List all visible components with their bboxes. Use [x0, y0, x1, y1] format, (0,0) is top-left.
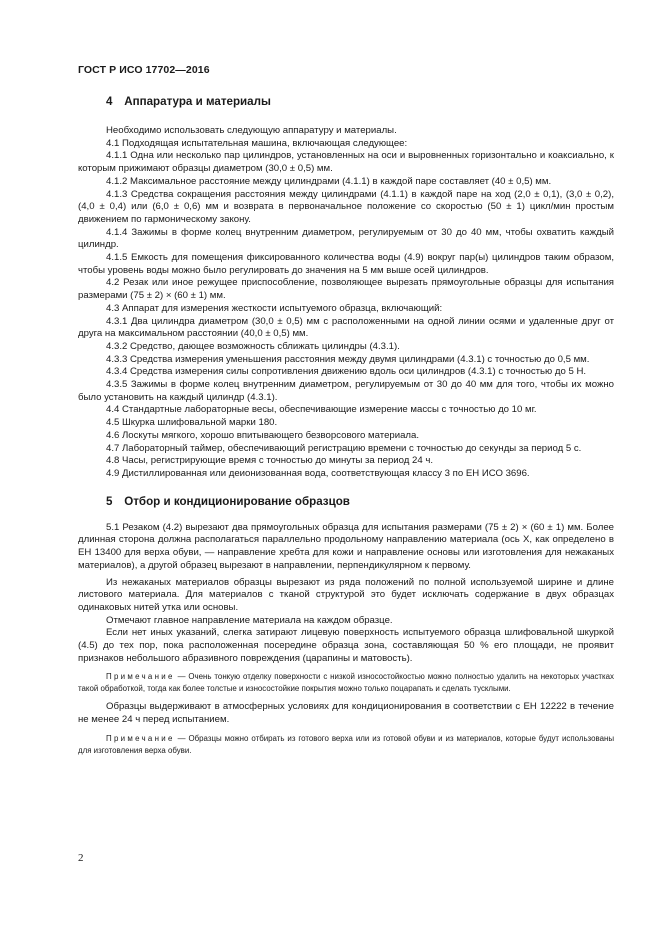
s4-item-4-3-3: 4.3.3 Средства измерения уменьшения расстояния между двумя цилиндрами (4.3.1) с точностью до 0,5 мм. [106, 353, 590, 365]
s4-item-4-2: 4.2 Резак или иное режущее приспособление, позволяющее вырезать прямоугольные образцы для испытания размерами (75 ± 2) × (60 ± 1) мм. [78, 277, 614, 302]
s4-item-4-1-1: 4.1.1 Одна или несколько пар цилиндров, установленных на оси и выровненных горизонтально и коаксиально, к которым прижимают образцы диаметром (30,0 ± 0,5) мм. [78, 150, 614, 175]
s5-paragraph-nonwoven: Из нежаканых материалов образцы вырезают из ряда положений по полной используемой ширине и длине листового материала. Для материалов с тканой структурой это будет исключать содержание в двух образцах одинаковых нитей утка или основы. [78, 576, 614, 613]
s4-item-4-5: 4.5 Шкурка шлифовальной марки 180. [106, 417, 278, 429]
s4-item-4-1: 4.1 Подходящая испытательная машина, включающая следующее: [106, 137, 408, 149]
s4-item-4-1-4: 4.1.4 Зажимы в форме колец внутренним диаметром, регулируемым от 30 до 40 мм, чтобы охватить каждый цилиндр. [78, 226, 614, 251]
s4-item-4-3: 4.3 Аппарат для измерения жесткости испытуемого образца, включающий: [106, 302, 443, 314]
s4-item-4-3-5: 4.3.5 Зажимы в форме колец внутренним диаметром, регулируемым от 30 до 40 мм для того, чтобы их можно было установить на каждый цилиндр (4.3.1). [78, 379, 614, 403]
page-content [78, 92, 614, 763]
note-1-text: — Очень тонкую отделку поверхности с низкой износостойкостью можно полностью удалить на некоторых участках такой обработкой, тогда как более толстые и износостойкие покрытия можно только поцарапать и сделать тусклыми. [78, 672, 614, 694]
note-2-text: — Образцы можно отбирать из готового верха или из готовой обуви и из материалов, которые будут использованы для изготовления верха обуви. [78, 733, 614, 755]
section-5-heading [78, 495, 614, 509]
s4-item-4-8: 4.8 Часы, регистрирующие время с точностью до минуты за период 24 ч. [106, 455, 434, 467]
note-2-label: Примечание [106, 733, 175, 743]
section-4-title: Аппаратура и материалы [124, 95, 271, 108]
s4-item-4-3-2: 4.3.2 Средство, дающее возможность сближать цилиндры (4.3.1). [106, 340, 400, 352]
s5-item-5-1: 5.1 Резаком (4.2) вырезают два прямоугольных образца для испытания размерами (75 ± 2) × (60 ± 1) мм. Более длинная сторона должна располагаться параллельно продольному направлению материала (ось X, как определено в ЕН 13400 для верха обуви, — направление хребта для кожи и направление основы или изготовления для нежаканых материалов), а другой образец вырезают в направлении, перпендикулярном к первому. [78, 521, 614, 571]
note-1 [78, 671, 614, 695]
s4-intro: Необходимо использовать следующую аппаратуру и материалы. [106, 125, 397, 136]
s4-item-4-1-5: 4.1.5 Емкость для помещения фиксированного количества воды (4.9) вокруг пар(ы) цилиндров таким образом, чтобы уровень воды можно было регулировать до значения на 5 мм выше осей цилиндров. [78, 252, 614, 276]
section-5-title: Отбор и кондиционирование образцов [124, 494, 350, 508]
note-2 [78, 733, 614, 757]
s4-item-4-9: 4.9 Дистиллированная или деионизованная вода, соответствующая классу 3 по ЕН ИСО 3696. [106, 467, 530, 479]
section-4-heading [78, 95, 614, 109]
page-number: 2 [78, 852, 84, 864]
note-1-label: Примечание [106, 672, 175, 682]
s4-item-4-1-3: 4.1.3 Средства сокращения расстояния между цилиндрами (4.1.1) в каждой паре на ход (2,0 ± 0,1), (3,0 ± 0,2), (4,0 ± 0,4) или (6,0 ± 0,6) мм и возврата в первоначальное положение со скоростью (50 ± 1) цикл/мин простым движением по гармоническому закону. [78, 188, 614, 225]
section-4-number: 4 [106, 95, 113, 108]
s4-item-4-4: 4.4 Стандартные лабораторные весы, обеспечивающие измерение массы с точностью до 10 мг. [106, 404, 537, 416]
s4-item-4-7: 4.7 Лабораторный таймер, обеспечивающий регистрацию времени с точностью до секунды за период 5 с. [106, 442, 582, 454]
s4-item-4-3-1: 4.3.1 Два цилиндра диаметром (30,0 ± 0,5) мм с расположенными на одной линии осями и удаленные друг от друга на максимальном расстоянии (40,0 ± 0,5) мм. [78, 315, 614, 340]
section-5-number: 5 [106, 494, 113, 508]
s5-paragraph-conditioning: Образцы выдерживают в атмосферных условиях для кондиционирования в соответствии с ЕН 12222 в течение не менее 24 ч перед испытанием. [78, 701, 614, 726]
s4-item-4-3-4: 4.3.4 Средства измерения силы сопротивления движению вдоль оси цилиндров (4.3.1) с точностью до 5 Н. [106, 366, 587, 378]
standard-header: ГОСТ Р ИСО 17702—2016 [78, 64, 210, 76]
s4-item-4-6: 4.6 Лоскуты мягкого, хорошо впитывающего безворсового материала. [106, 429, 420, 441]
s4-item-4-1-2: 4.1.2 Максимальное расстояние между цилиндрами (4.1.1) в каждой паре составляет (40 ± 0,5) мм. [106, 175, 552, 187]
s5-paragraph-mark-direction: Отмечают главное направление материала на каждом образце. [106, 614, 393, 626]
s5-paragraph-abrade: Если нет иных указаний, слегка затирают лицевую поверхность испытуемого образца шлифовальной шкуркой (4.5) до тех пор, пока расположенная посередине образца зона, составляющая 50 % его площади, не проявит признаков небольшого абразивного повреждения (царапины и матовость). [78, 627, 614, 664]
